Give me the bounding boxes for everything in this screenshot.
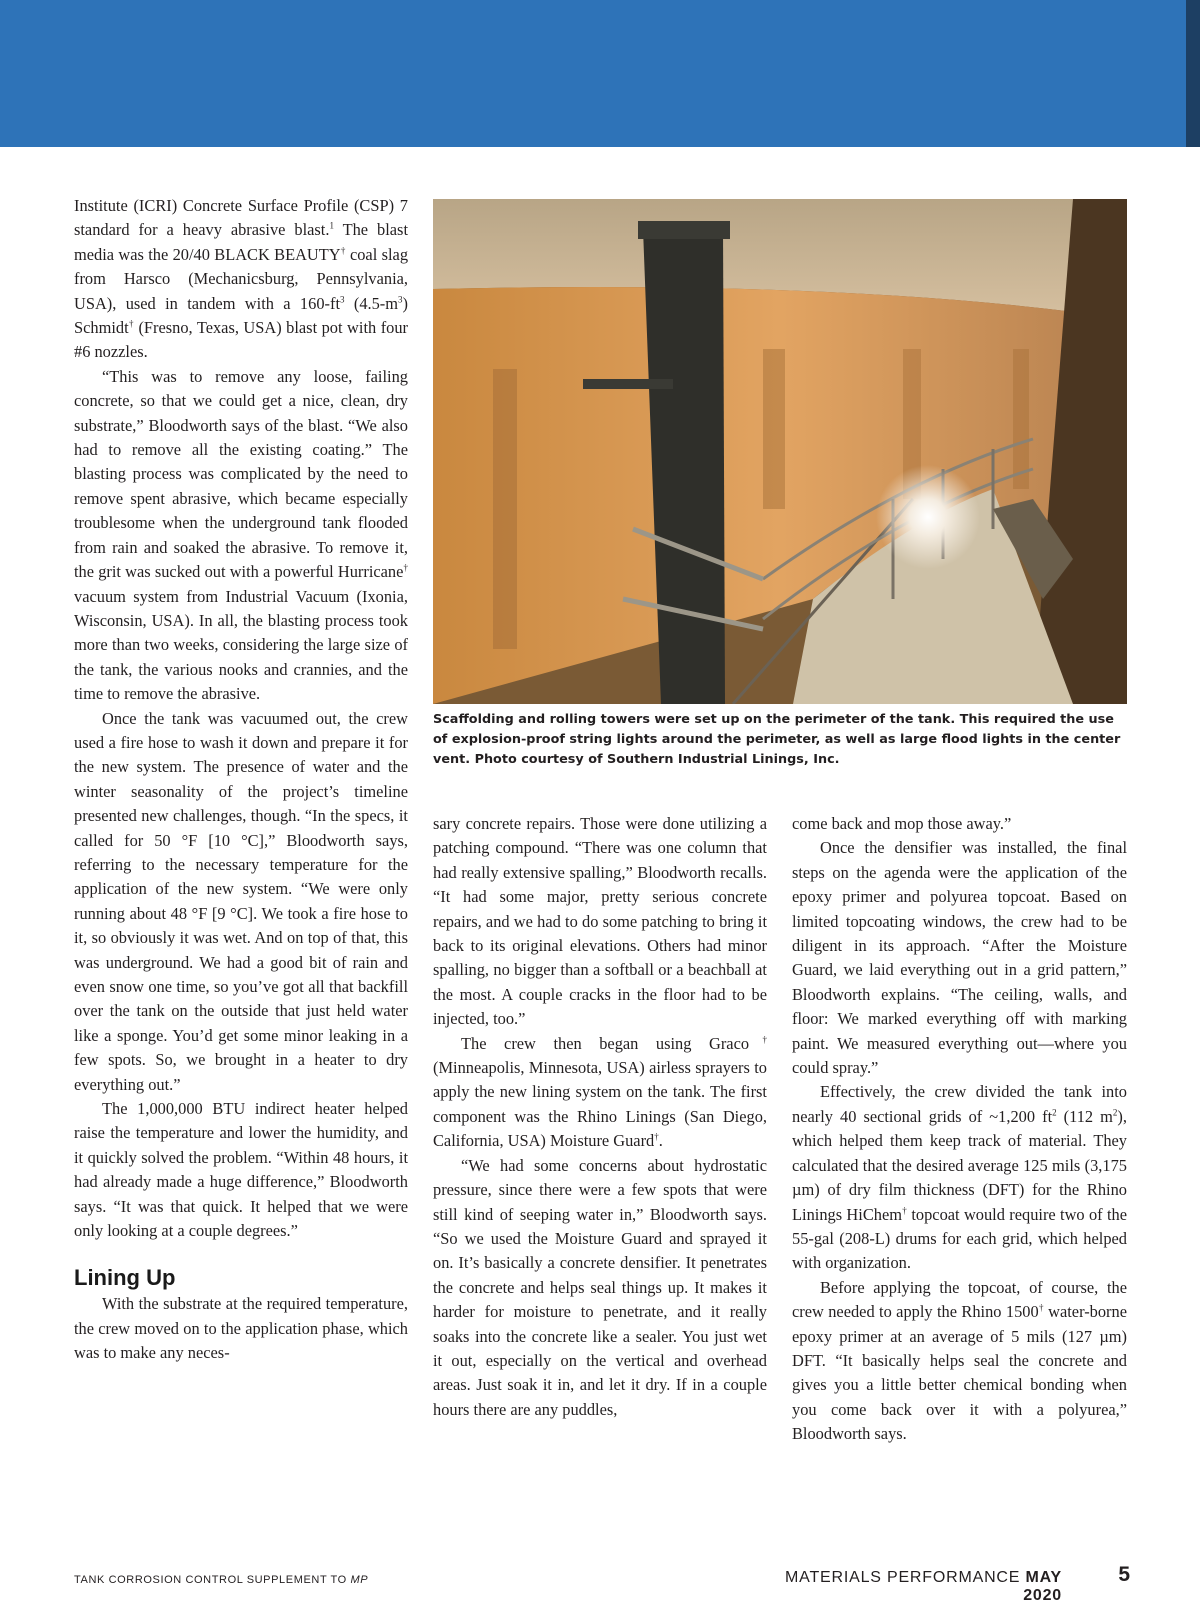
footer-publication-note: TANK CORROSION CONTROL SUPPLEMENT TO MP [74,1574,369,1586]
tank-scaffolding-photo [433,199,1127,704]
page-number: 5 [1118,1563,1130,1586]
paragraph: With the substrate at the required temperature, the crew moved on to the application phase, which was to make any neces- [74,1294,408,1363]
paragraph: Once the tank was vacuumed out, the crew used a fire hose to wash it down and prepare it for the new system. The presence of water and the winter seasonality of the project’s timeline presented new challenges, though. “In the specs, it called for 50 °F [10 °C],” Bloodworth says, referring to the necessary temperature for the application of the new system. “We were only running about 48 °F [9 °C]. We took a fire hose to it, so obviously it was wet. And on top of that, this was underground. We had a good bit of rain and even snow one time, so you’ve got all that backfill over the tank on the outside that just held water like a sponge. You’d get some minor leaking in a few spots. So, we brought in a heater to dry everything out.” [74,708,408,1094]
text-column-2 [433,812,767,1422]
paragraph: Before applying the topcoat, of course, the crew needed to apply the Rhino 1500† water-borne epoxy primer at an average of 5 mils (127 µm) DFT. “It basically helps seal the concrete and gives you a little better chemical bonding when you come back over it with a polyurea,” Bloodworth says. [792,1277,1127,1444]
text-column-1 [74,194,408,1366]
header-banner [0,0,1200,147]
paragraph: Effectively, the crew divided the tank into nearly 40 sectional grids of ~1,200 $ft^2$ (112 $m^2$), which helped them keep track of material. They calculated that the desired average 125 mils (3,175 µm) of dry film thickness (DFT) for the Rhino Linings HiChem† topcoat would require two of the 55-gal (208-L) drums for each grid, which helped with organization. [792,1082,1128,1273]
text-column-3 [792,812,1127,1447]
paragraph: Once the densifier was installed, the final steps on the agenda were the application of the epoxy primer and polyurea topcoat. Based on limited topcoating windows, the crew had to be diligent in its approach. “After the Moisture Guard, we laid everything out in a grid pattern,” Bloodworth explains. “The ceiling, walls, and floor: We marked everything off with marking paint. We measured everything out—where you could spray.” [792,838,1127,1078]
footer-issue: MATERIALS PERFORMANCE MAY 2020 [785,1569,1062,1604]
photo-caption: Scaffolding and rolling towers were set up on the perimeter of the tank. This required the use of explosion-proof string lights around the perimeter, as well as large flood lights in the center vent. Photo courtesy of Southern Industrial Linings, Inc. [433,712,1121,767]
paragraph: come back and mop those away.” [792,814,1012,833]
section-heading: Lining Up [74,1265,176,1291]
paragraph: “This was to remove any loose, failing concrete, so that we could get a nice, clean, dry substrate,” Bloodworth says of the blast. “We also had to remove all the existing coating.” The blasting process was complicated by the need to remove spent abrasive, which became especially troublesome when the underground tank flooded from rain and soaked the abrasive. To remove it, the grit was sucked out with a powerful Hurricane† vacuum system from Industrial Vacuum (Ixonia, Wisconsin, USA). In all, the blasting process took more than two weeks, considering the large size of the tank, the various nooks and crannies, and the time to remove the abrasive. [74,366,409,704]
header-banner-edge [1186,0,1200,147]
paragraph: The crew then began using Graco† (Minneapolis, Minnesota, USA) airless sprayers to apply the new lining system on the tank. The first component was the Rhino Linings (San Diego, California, USA) Moisture Guard†. [433,1033,768,1151]
paragraph: “We had some concerns about hydrostatic pressure, since there were a few spots that were still kind of seeping water in,” Bloodworth says. “So we used the Moisture Guard and sprayed it on. It’s basically a concrete densifier. It penetrates the concrete and helps seal things up. It makes it harder for moisture to penetrate, and it really soaks into the concrete like a sealer. You just wet it out, especially on the vertical and overhead areas. Just soak it in, and let it dry. If in a couple hours there are any puddles, [433,1155,767,1419]
paragraph: Institute (ICRI) Concrete Surface Profile (CSP) 7 standard for a heavy abrasive blast.$^1$ The blast media was the 20/40 BLACK BEAUTY† coal slag from Harsco (Mechanicsburg, Pennsylvania, USA), used in tandem with a $160-ft^3$ $(4.5-m^3)$ Schmidt† (Fresno, Texas, USA) blast pot with four #6 nozzles. [74,196,409,362]
paragraph: The 1,000,000 BTU indirect heater helped raise the temperature and lower the humidity, and it quickly solved the problem. “Within 48 hours, it had already made a huge difference,” Bloodworth says. “It was that quick. It helped that we were only looking at a couple degrees.” [74,1099,408,1241]
paragraph: sary concrete repairs. Those were done utilizing a patching compound. “There was one column that had really extensive spalling,” Bloodworth recalls. “It had some major, pretty serious concrete repairs, and we had to do some patching to bring it back to its original elevations. Others had minor spalling, no bigger than a softball or a beachball at the most. A couple cracks in the floor had to be injected, too.” [433,814,767,1029]
